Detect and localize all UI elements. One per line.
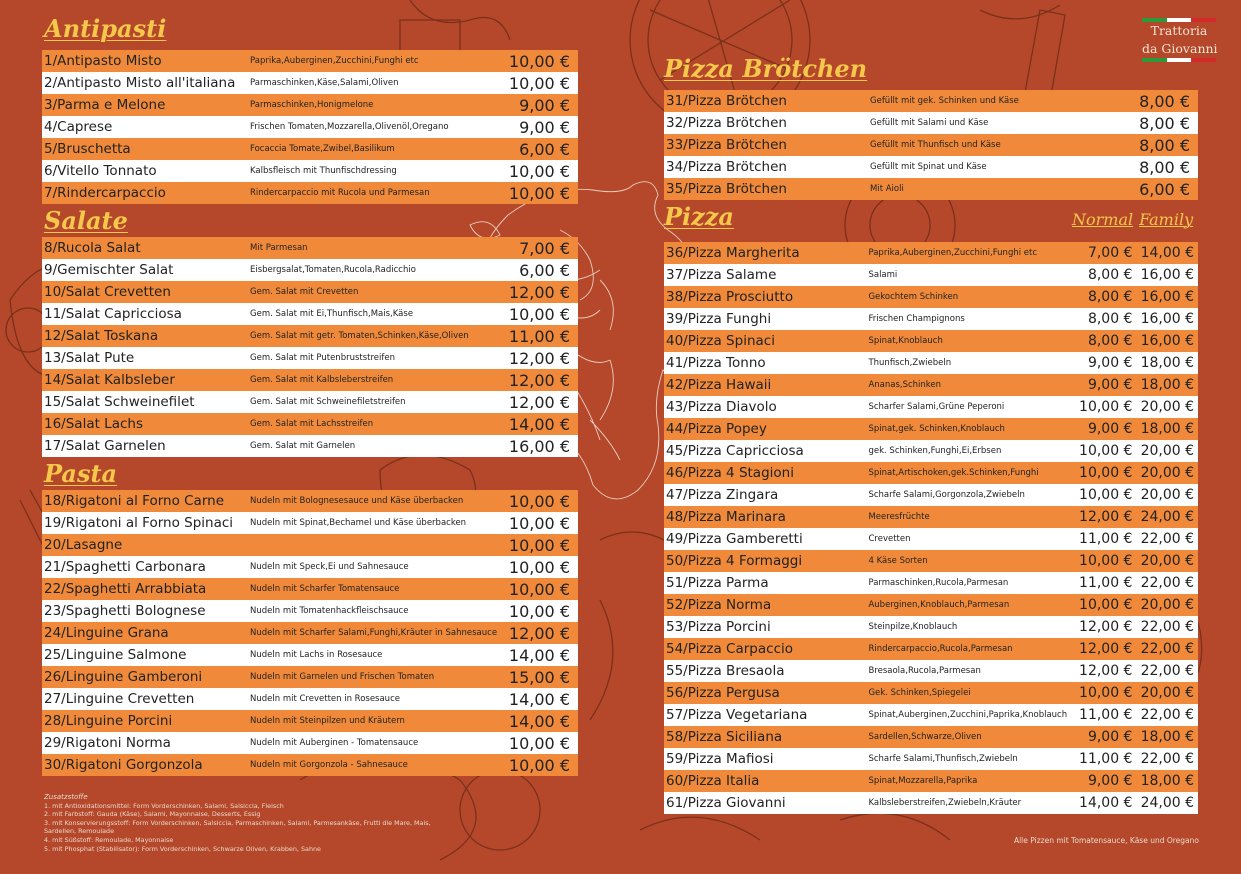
pizza-footnote: Alle Pizzen mit Tomatensauce, Käse und Oregano xyxy=(1013,836,1199,845)
menu-row[interactable] xyxy=(42,369,578,391)
dish-price: 8,00 € xyxy=(1139,157,1190,177)
price-family: 18,00 € xyxy=(1140,773,1194,789)
menu-row[interactable] xyxy=(664,528,1198,550)
dish-description: Spinat,gek. Schinken,Knoblauch xyxy=(868,424,1005,434)
price-normal: 9,00 € xyxy=(1087,773,1133,789)
price-family: 20,00 € xyxy=(1140,399,1194,415)
price-family: 14,00 € xyxy=(1140,245,1194,261)
dish-name: 2/Antipasto Misto all'italiana xyxy=(44,75,236,91)
price-family: 18,00 € xyxy=(1140,377,1194,393)
dish-name: 6/Vitello Tonnato xyxy=(44,163,157,179)
dish-price: 14,00 € xyxy=(508,414,570,434)
menu-row[interactable] xyxy=(664,682,1198,704)
salate-table xyxy=(42,237,578,457)
dish-price: 6,00 € xyxy=(1139,179,1190,199)
dish-price: 10,00 € xyxy=(508,535,570,555)
dish-name: 51/Pizza Parma xyxy=(666,575,769,591)
menu-row[interactable] xyxy=(664,286,1198,308)
dish-description: Sardellen,Schwarze,Oliven xyxy=(868,732,982,742)
menu-row[interactable] xyxy=(42,666,578,688)
dish-description: Mit Aioli xyxy=(870,184,904,194)
dish-price: 9,00 € xyxy=(519,117,570,137)
price-family: 20,00 € xyxy=(1140,465,1194,481)
price-family: 18,00 € xyxy=(1140,355,1194,371)
price-normal: 11,00 € xyxy=(1079,575,1133,591)
dish-description: Bresaola,Rucola,Parmesan xyxy=(868,666,981,676)
dish-description: Scharfe Salami,Thunfisch,Zwiebeln xyxy=(868,754,1018,764)
dish-name: 18/Rigatoni al Forno Carne xyxy=(44,493,225,509)
dish-description: Mit Parmesan xyxy=(250,243,308,253)
price-normal: 8,00 € xyxy=(1087,333,1133,349)
menu-row[interactable] xyxy=(42,556,578,578)
dish-name: 25/Linguine Salmone xyxy=(44,647,187,663)
price-family: 22,00 € xyxy=(1140,751,1194,767)
menu-row[interactable] xyxy=(664,484,1198,506)
dish-description: gek. Schinken,Funghi,Ei,Erbsen xyxy=(868,446,1002,456)
menu-row[interactable] xyxy=(42,182,578,204)
dish-price: 11,00 € xyxy=(508,326,570,346)
antipasti-title: Antipasti xyxy=(44,14,167,43)
price-normal: 12,00 € xyxy=(1079,509,1133,525)
dish-description: Gefüllt mit gek. Schinken und Käse xyxy=(870,96,1019,106)
dish-description: Nudeln mit Speck,Ei und Sahnesauce xyxy=(250,562,409,572)
dish-price: 10,00 € xyxy=(508,579,570,599)
menu-row[interactable] xyxy=(42,347,578,369)
dish-description: Gekochtem Schinken xyxy=(868,292,959,302)
dish-price: 12,00 € xyxy=(508,348,570,368)
dish-description: Gefüllt mit Spinat und Käse xyxy=(870,162,987,172)
dish-name: 32/Pizza Brötchen xyxy=(666,115,787,131)
price-column-headers xyxy=(1072,210,1193,229)
price-normal: 12,00 € xyxy=(1079,663,1133,679)
menu-row[interactable] xyxy=(664,550,1198,572)
additives-title: Zusatzstoffe xyxy=(44,793,88,801)
menu-row[interactable] xyxy=(42,435,578,457)
dish-description: Nudeln mit Scharfer Salami,Funghi,Kräuter in Sahnesauce xyxy=(250,628,498,638)
dish-description: Salami xyxy=(868,270,898,280)
menu-row[interactable] xyxy=(42,325,578,347)
menu-row[interactable] xyxy=(664,792,1198,814)
menu-row[interactable] xyxy=(664,418,1198,440)
menu-row[interactable] xyxy=(664,156,1198,178)
dish-description: Parmaschinken,Honigmelone xyxy=(250,100,374,110)
dish-name: 8/Rucola Salat xyxy=(44,240,141,256)
dish-description: Scharfer Salami,Grüne Peperoni xyxy=(868,402,1005,412)
dish-description: Crevetten xyxy=(868,534,911,544)
dish-price: 12,00 € xyxy=(508,623,570,643)
antipasti-table xyxy=(42,50,578,204)
dish-name: 53/Pizza Porcini xyxy=(666,619,771,635)
price-family: 20,00 € xyxy=(1140,553,1194,569)
dish-price: 16,00 € xyxy=(508,436,570,456)
dish-name: 45/Pizza Capricciosa xyxy=(666,443,804,459)
dish-name: 21/Spaghetti Carbonara xyxy=(44,559,206,575)
dish-name: 13/Salat Pute xyxy=(44,350,135,366)
dish-price: 8,00 € xyxy=(1139,91,1190,111)
dish-description: Scharfe Salami,Gorgonzola,Zwiebeln xyxy=(868,490,1025,500)
menu-row[interactable] xyxy=(42,259,578,281)
dish-name: 61/Pizza Giovanni xyxy=(666,795,786,811)
menu-row[interactable] xyxy=(664,112,1198,134)
dish-name: 26/Linguine Gamberoni xyxy=(44,669,203,685)
dish-name: 23/Spaghetti Bolognese xyxy=(44,603,206,619)
dish-name: 20/Lasagne xyxy=(44,537,123,553)
dish-description: Meeresfrüchte xyxy=(868,512,930,522)
menu-row[interactable] xyxy=(664,308,1198,330)
dish-description: Frischen Champignons xyxy=(868,314,965,324)
dish-description: Gefüllt mit Salami und Käse xyxy=(870,118,989,128)
menu-row[interactable] xyxy=(664,638,1198,660)
dish-name: 55/Pizza Bresaola xyxy=(666,663,785,679)
price-normal: 8,00 € xyxy=(1087,289,1133,305)
broetchen-title: Pizza Brötchen xyxy=(664,54,868,83)
price-normal: 9,00 € xyxy=(1087,421,1133,437)
dish-price: 10,00 € xyxy=(508,513,570,533)
dish-name: 46/Pizza 4 Stagioni xyxy=(666,465,794,481)
dish-description: Kalbsfleisch mit Thunfischdressing xyxy=(250,166,397,176)
menu-row[interactable] xyxy=(664,396,1198,418)
menu-row[interactable] xyxy=(42,281,578,303)
dish-price: 8,00 € xyxy=(1139,135,1190,155)
additives-line: 5. mit Phosphat (Stabilisator): Form Vorderschinken, Schwarze Oliven, Krabben, Sahne xyxy=(44,844,321,853)
dish-description: Auberginen,Knoblauch,Parmesan xyxy=(868,600,1010,610)
dish-name: 56/Pizza Pergusa xyxy=(666,685,780,701)
menu-row[interactable] xyxy=(664,330,1198,352)
dish-description: Gem. Salat mit Putenbruststreifen xyxy=(250,353,396,363)
menu-row[interactable] xyxy=(42,688,578,710)
logo-line-2: da Giovanni xyxy=(1142,41,1218,56)
dish-price: 10,00 € xyxy=(508,73,570,93)
dish-description: Nudeln mit Steinpilzen und Kräutern xyxy=(250,716,405,726)
menu-row[interactable] xyxy=(664,748,1198,770)
dish-price: 10,00 € xyxy=(508,183,570,203)
menu-row[interactable] xyxy=(664,704,1198,726)
menu-row[interactable] xyxy=(42,600,578,622)
dish-name: 39/Pizza Funghi xyxy=(666,311,772,327)
pizza-table xyxy=(664,242,1198,814)
dish-price: 8,00 € xyxy=(1139,113,1190,133)
menu-row[interactable] xyxy=(664,506,1198,528)
dish-price: 10,00 € xyxy=(508,304,570,324)
dish-name: 37/Pizza Salame xyxy=(666,267,777,283)
dish-description: Kalbsleberstreifen,Zwiebeln,Kräuter xyxy=(868,798,1022,808)
price-normal: 10,00 € xyxy=(1079,465,1133,481)
additives-line: Sardellen, Remoulade xyxy=(44,827,115,836)
dish-description: 4 Käse Sorten xyxy=(868,556,928,566)
menu-row[interactable] xyxy=(42,237,578,259)
dish-name: 29/Rigatoni Norma xyxy=(44,735,171,751)
dish-description: Gem. Salat mit Garnelen xyxy=(250,441,356,451)
dish-description: Gem. Salat mit Ei,Thunfisch,Mais,Käse xyxy=(250,309,414,319)
dish-name: 52/Pizza Norma xyxy=(666,597,772,613)
price-family: 20,00 € xyxy=(1140,487,1194,503)
pizza-title: Pizza xyxy=(664,202,734,231)
menu-row[interactable] xyxy=(664,374,1198,396)
dish-price: 12,00 € xyxy=(508,370,570,390)
price-normal: 10,00 € xyxy=(1079,685,1133,701)
dish-name: 38/Pizza Prosciutto xyxy=(666,289,794,305)
price-family: 16,00 € xyxy=(1140,311,1194,327)
dish-description: Nudeln mit Crevetten in Rosesauce xyxy=(250,694,400,704)
dish-name: 15/Salat Schweinefilet xyxy=(44,394,195,410)
menu-row[interactable] xyxy=(664,90,1198,112)
dish-description: Thunfisch,Zwiebeln xyxy=(868,358,952,368)
dish-name: 10/Salat Crevetten xyxy=(44,284,171,300)
menu-row[interactable] xyxy=(42,534,578,556)
logo-line-1: Trattoria xyxy=(1150,23,1208,38)
price-normal: 12,00 € xyxy=(1079,619,1133,635)
dish-description: Parmaschinken,Rucola,Parmesan xyxy=(868,578,1009,588)
dish-price: 14,00 € xyxy=(508,645,570,665)
additives-line: 4. mit Süßstoff: Remoulade, Mayonnaise xyxy=(44,835,174,844)
menu-row[interactable] xyxy=(42,578,578,600)
dish-name: 36/Pizza Margherita xyxy=(666,245,800,261)
dish-name: 14/Salat Kalbsleber xyxy=(44,372,175,388)
price-normal: 9,00 € xyxy=(1087,355,1133,371)
dish-description: Spinat,Knoblauch xyxy=(868,336,943,346)
dish-description: Frischen Tomaten,Mozzarella,Olivenöl,Oregano xyxy=(250,122,449,132)
dish-description: Parmaschinken,Käse,Salami,Oliven xyxy=(250,78,399,88)
family-column-header: Family xyxy=(1139,210,1194,229)
menu-row[interactable] xyxy=(42,50,578,72)
dish-price: 15,00 € xyxy=(508,667,570,687)
broetchen-table xyxy=(664,90,1198,200)
menu-row[interactable] xyxy=(42,732,578,754)
dish-price: 10,00 € xyxy=(508,491,570,511)
normal-column-header: Normal xyxy=(1072,210,1134,229)
dish-name: 50/Pizza 4 Formaggi xyxy=(666,553,803,569)
price-normal: 10,00 € xyxy=(1079,487,1133,503)
menu-row[interactable] xyxy=(42,391,578,413)
price-normal: 9,00 € xyxy=(1087,377,1133,393)
price-family: 20,00 € xyxy=(1140,685,1194,701)
price-family: 18,00 € xyxy=(1140,729,1194,745)
menu-row[interactable] xyxy=(664,242,1198,264)
dish-description: Nudeln mit Bolognesesauce und Käse überbacken xyxy=(250,496,464,506)
dish-name: 12/Salat Toskana xyxy=(44,328,159,344)
dish-price: 10,00 € xyxy=(508,733,570,753)
additives-line: 1. mit Antioxidationsmittel: Form Vorderschinken, Salami, Salsiccia, Fleisch xyxy=(44,801,284,810)
price-family: 16,00 € xyxy=(1140,333,1194,349)
dish-name: 16/Salat Lachs xyxy=(44,416,143,432)
price-normal: 8,00 € xyxy=(1087,267,1133,283)
price-family: 22,00 € xyxy=(1140,663,1194,679)
dish-name: 34/Pizza Brötchen xyxy=(666,159,787,175)
dish-name: 59/Pizza Mafiosi xyxy=(666,751,774,767)
dish-name: 40/Pizza Spinaci xyxy=(666,333,775,349)
dish-description: Nudeln mit Spinat,Bechamel und Käse überbacken xyxy=(250,518,467,528)
dish-name: 22/Spaghetti Arrabbiata xyxy=(44,581,207,597)
dish-price: 10,00 € xyxy=(508,161,570,181)
menu-row[interactable] xyxy=(664,660,1198,682)
price-normal: 10,00 € xyxy=(1079,399,1133,415)
menu-row[interactable] xyxy=(42,72,578,94)
dish-price: 6,00 € xyxy=(519,139,570,159)
dish-description: Nudeln mit Scharfer Tomatensauce xyxy=(250,584,400,594)
price-family: 16,00 € xyxy=(1140,267,1194,283)
menu-row[interactable] xyxy=(42,490,578,512)
menu-row[interactable] xyxy=(664,352,1198,374)
price-normal: 10,00 € xyxy=(1079,553,1133,569)
menu-row[interactable] xyxy=(664,616,1198,638)
price-family: 24,00 € xyxy=(1140,509,1194,525)
dish-name: 60/Pizza Italia xyxy=(666,773,760,789)
dish-price: 14,00 € xyxy=(508,711,570,731)
dish-price: 9,00 € xyxy=(519,95,570,115)
dish-name: 48/Pizza Marinara xyxy=(666,509,786,525)
dish-description: Spinat,Artischoken,gek.Schinken,Funghi xyxy=(868,468,1039,478)
menu-row[interactable] xyxy=(42,710,578,732)
dish-name: 47/Pizza Zingara xyxy=(666,487,779,503)
price-family: 20,00 € xyxy=(1140,443,1194,459)
dish-name: 30/Rigatoni Gorgonzola xyxy=(44,757,203,773)
dish-name: 4/Caprese xyxy=(44,119,113,135)
dish-description: Nudeln mit Auberginen - Tomatensauce xyxy=(250,738,419,748)
dish-name: 33/Pizza Brötchen xyxy=(666,137,787,153)
dish-description: Gem. Salat mit Lachsstreifen xyxy=(250,419,374,429)
dish-description: Gem. Salat mit Schweinefiletstreifen xyxy=(250,397,406,407)
dish-description: Eisbergsalat,Tomaten,Rucola,Radicchio xyxy=(250,265,416,275)
price-family: 24,00 € xyxy=(1140,795,1194,811)
menu-row[interactable] xyxy=(664,440,1198,462)
dish-description: Focaccia Tomate,Zwibel,Basilikum xyxy=(250,144,395,154)
pasta-title: Pasta xyxy=(44,459,118,488)
dish-description: Rindercarpaccio mit Rucola und Parmesan xyxy=(250,188,430,198)
dish-description: Spinat,Mozzarella,Paprika xyxy=(868,776,978,786)
menu-row[interactable] xyxy=(42,754,578,776)
dish-name: 19/Rigatoni al Forno Spinaci xyxy=(44,515,234,531)
menu-row[interactable] xyxy=(42,116,578,138)
restaurant-logo xyxy=(1142,18,1216,62)
italian-flag-bottom xyxy=(1142,58,1216,62)
dish-name: 35/Pizza Brötchen xyxy=(666,181,787,197)
pasta-table xyxy=(42,490,578,776)
price-family: 16,00 € xyxy=(1140,289,1194,305)
menu-row[interactable] xyxy=(42,644,578,666)
dish-description: Paprika,Auberginen,Zucchini,Funghi etc xyxy=(868,248,1038,258)
dish-description: Nudeln mit Garnelen und Frischen Tomaten xyxy=(250,672,435,682)
dish-name: 1/Antipasto Misto xyxy=(44,53,162,69)
price-family: 20,00 € xyxy=(1140,597,1194,613)
price-family: 22,00 € xyxy=(1140,707,1194,723)
dish-price: 10,00 € xyxy=(508,51,570,71)
price-normal: 10,00 € xyxy=(1079,597,1133,613)
dish-name: 44/Pizza Popey xyxy=(666,421,767,437)
dish-name: 5/Bruschetta xyxy=(44,141,131,157)
dish-name: 3/Parma e Melone xyxy=(44,97,166,113)
dish-price: 10,00 € xyxy=(508,601,570,621)
salate-title: Salate xyxy=(44,206,128,235)
dish-price: 10,00 € xyxy=(508,755,570,775)
price-normal: 7,00 € xyxy=(1087,245,1133,261)
additives-notes xyxy=(44,793,431,853)
price-normal: 11,00 € xyxy=(1079,707,1133,723)
dish-description: Gem. Salat mit getr. Tomaten,Schinken,Käse,Oliven xyxy=(250,331,469,341)
dish-price: 10,00 € xyxy=(508,557,570,577)
dish-name: 49/Pizza Gamberetti xyxy=(666,531,803,547)
price-family: 22,00 € xyxy=(1140,619,1194,635)
dish-description: Nudeln mit Tomatenhackfleischsauce xyxy=(250,606,409,616)
dish-description: Gek. Schinken,Spiegelei xyxy=(868,688,971,698)
dish-description: Steinpilze,Knoblauch xyxy=(868,622,958,632)
price-normal: 11,00 € xyxy=(1079,531,1133,547)
dish-name: 24/Linguine Grana xyxy=(44,625,169,641)
dish-description: Gefüllt mit Thunfisch und Käse xyxy=(870,140,1001,150)
additives-line: 2. mit Farbstoff: Gauda (Käse), Salami, Mayonnaise, Desserts, Essig xyxy=(44,810,261,819)
dish-price: 12,00 € xyxy=(508,282,570,302)
dish-price: 14,00 € xyxy=(508,689,570,709)
dish-description: Ananas,Schinken xyxy=(868,380,942,390)
dish-description: Paprika,Auberginen,Zucchini,Funghi etc xyxy=(250,56,419,66)
price-family: 18,00 € xyxy=(1140,421,1194,437)
dish-name: 57/Pizza Vegetariana xyxy=(666,707,808,723)
dish-name: 11/Salat Capricciosa xyxy=(44,306,182,322)
dish-description: Nudeln mit Lachs in Rosesauce xyxy=(250,650,383,660)
dish-name: 58/Pizza Siciliana xyxy=(666,729,783,745)
price-family: 22,00 € xyxy=(1140,575,1194,591)
menu-row[interactable] xyxy=(42,622,578,644)
menu-row[interactable] xyxy=(42,413,578,435)
menu-row[interactable] xyxy=(664,594,1198,616)
price-normal: 11,00 € xyxy=(1079,751,1133,767)
dish-price: 6,00 € xyxy=(519,260,570,280)
price-normal: 14,00 € xyxy=(1079,795,1133,811)
menu-row[interactable] xyxy=(664,134,1198,156)
dish-description: Spinat,Auberginen,Zucchini,Paprika,Knoblauch xyxy=(868,710,1068,720)
price-normal: 10,00 € xyxy=(1079,443,1133,459)
menu-row[interactable] xyxy=(42,94,578,116)
dish-description: Rindercarpaccio,Rucola,Parmesan xyxy=(868,644,1013,654)
dish-price: 7,00 € xyxy=(519,238,570,258)
dish-name: 9/Gemischter Salat xyxy=(44,262,174,278)
menu-row[interactable] xyxy=(42,138,578,160)
menu-row[interactable] xyxy=(664,726,1198,748)
dish-name: 42/Pizza Hawaii xyxy=(666,377,772,393)
menu-row[interactable] xyxy=(42,512,578,534)
price-normal: 8,00 € xyxy=(1087,311,1133,327)
dish-description: Gem. Salat mit Crevetten xyxy=(250,287,359,297)
dish-name: 17/Salat Garnelen xyxy=(44,438,166,454)
dish-name: 31/Pizza Brötchen xyxy=(666,93,787,109)
price-normal: 12,00 € xyxy=(1079,641,1133,657)
price-normal: 9,00 € xyxy=(1087,729,1133,745)
dish-description: Nudeln mit Gorgonzola - Sahnesauce xyxy=(250,760,408,770)
dish-name: 54/Pizza Carpaccio xyxy=(666,641,794,657)
menu-row[interactable] xyxy=(42,160,578,182)
price-family: 22,00 € xyxy=(1140,531,1194,547)
additives-line: 3. mit Konservierungsstoff: Form Vorderschinken, Salsiccia, Parmaschinken, Salami, Parmesankäse, Frutti die Mare, Mais, xyxy=(44,818,431,827)
menu-row[interactable] xyxy=(664,178,1198,200)
menu-row[interactable] xyxy=(664,462,1198,484)
menu-row[interactable] xyxy=(664,264,1198,286)
price-family: 22,00 € xyxy=(1140,641,1194,657)
menu-row[interactable] xyxy=(664,770,1198,792)
menu-row[interactable] xyxy=(664,572,1198,594)
dish-name: 41/Pizza Tonno xyxy=(666,355,766,371)
dish-name: 7/Rindercarpaccio xyxy=(44,185,166,201)
dish-name: 28/Linguine Porcini xyxy=(44,713,173,729)
dish-name: 43/Pizza Diavolo xyxy=(666,399,777,415)
dish-description: Gem. Salat mit Kalbsleberstreifen xyxy=(250,375,394,385)
dish-name: 27/Linguine Crevetten xyxy=(44,691,195,707)
menu-row[interactable] xyxy=(42,303,578,325)
dish-price: 12,00 € xyxy=(508,392,570,412)
